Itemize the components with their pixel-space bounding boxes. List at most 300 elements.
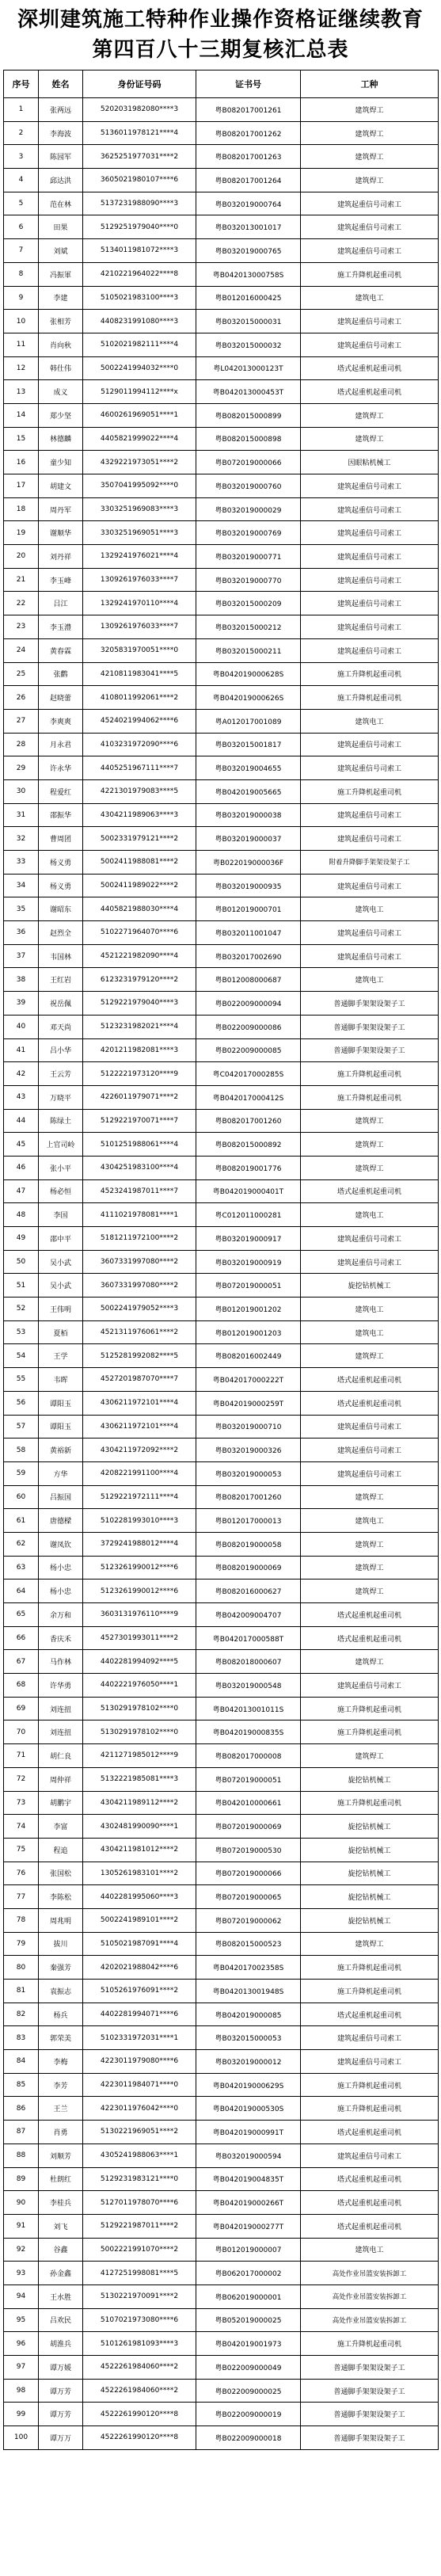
cell-id-number: 4211271985012****9 [83,1744,196,1768]
cell-index: 9 [4,286,39,310]
header-job-type: 工种 [301,70,439,98]
table-row [4,827,439,851]
cell-index: 62 [4,1532,39,1556]
cell-certificate-number: 粤B042019000530S [196,2097,301,2121]
cell-name: 胡仁良 [39,1744,83,1768]
cell-name: 赵晓蕾 [39,686,83,710]
cell-id-number: 4223011976042****0 [83,2097,196,2121]
cell-name: 吴小武 [39,1274,83,1298]
table-row [4,944,439,968]
table-row [4,992,439,1016]
cell-id-number: 4208221991100****4 [83,1461,196,1485]
cell-certificate-number: 粤B012019000701 [196,897,301,921]
cell-job-type: 建筑起重信号司索工 [301,497,439,521]
cell-name: 袁振志 [39,1980,83,2003]
cell-certificate-number: 粤B032013001017 [196,215,301,239]
cell-name: 谭阳玉 [39,1391,83,1415]
cell-certificate-number: 粤B062017000002 [196,2262,301,2285]
cell-id-number: 4304211981012****2 [83,1838,196,1862]
cell-name: 张相芳 [39,310,83,333]
cell-name: 胡鹏宇 [39,1791,83,1815]
cell-index: 96 [4,2332,39,2356]
cell-name: 吕江 [39,592,83,615]
cell-certificate-number: 粤B042017000222T [196,1368,301,1392]
cell-certificate-number: 粤B012017000013 [196,1509,301,1533]
cell-certificate-number: 粤B042019000628S [196,662,301,686]
cell-job-type: 建筑焊工 [301,403,439,427]
cell-index: 61 [4,1509,39,1533]
cell-job-type: 塔式起重机起重司机 [301,1179,439,1203]
cell-index: 64 [4,1580,39,1603]
cell-name: 黄裕新 [39,1439,83,1462]
cell-job-type: 建筑焊工 [301,98,439,122]
title-line-1: 深圳建筑施工特种作业操作资格证继续教育 [17,8,424,32]
cell-name: 张国松 [39,1862,83,1885]
cell-job-type: 建筑焊工 [301,1133,439,1157]
cell-certificate-number: 粤B042019000277T [196,2214,301,2238]
cell-job-type: 建筑起重信号司索工 [301,756,439,780]
cell-certificate-number: 粤B082015000523 [196,1932,301,1956]
table-row [4,1439,439,1462]
cell-certificate-number: 粤B032019000917 [196,1227,301,1251]
cell-job-type: 建筑起重信号司索工 [301,733,439,756]
cell-name: 张鹳 [39,662,83,686]
cell-id-number: 3507041995092****0 [83,474,196,498]
cell-index: 80 [4,1956,39,1980]
table-row [4,2121,439,2144]
cell-index: 34 [4,874,39,897]
cell-job-type: 施工升降机起重司机 [301,2097,439,2121]
cell-certificate-number: 粤B042009004707 [196,1603,301,1627]
cell-certificate-number: 粤B042019000629S [196,2073,301,2097]
table-row [4,803,439,827]
cell-id-number: 5136011978121****4 [83,121,196,145]
cell-id-number: 4304251983100****4 [83,1156,196,1179]
cell-index: 32 [4,827,39,851]
cell-job-type: 建筑焊工 [301,1932,439,1956]
cell-certificate-number: 粤B042017000588T [196,1626,301,1650]
cell-id-number: 3607331997080****2 [83,1250,196,1274]
cell-id-number: 5123261990012****6 [83,1580,196,1603]
cell-index: 8 [4,262,39,286]
table-row [4,1109,439,1133]
cell-job-type: 建筑起重信号司索工 [301,827,439,851]
cell-name: 刘连扭 [39,1721,83,1744]
cell-id-number: 1305261983101****2 [83,1862,196,1885]
cell-id-number: 5130291978102****0 [83,1721,196,1744]
cell-job-type: 建筑焊工 [301,1650,439,1674]
cell-job-type: 塔式起重机起重司机 [301,1391,439,1415]
cell-name: 杨必恒 [39,1179,83,1203]
document-title [0,0,441,70]
cell-index: 50 [4,1250,39,1274]
cell-job-type: 建筑焊工 [301,1109,439,1133]
cell-index: 12 [4,356,39,380]
cell-job-type: 建筑焊工 [301,1156,439,1179]
cell-index: 19 [4,521,39,545]
cell-index: 31 [4,803,39,827]
cell-name: 上官司岭 [39,1133,83,1157]
cell-certificate-number: 粤B052019000025 [196,2308,301,2332]
cell-job-type: 塔式起重机起重司机 [301,2214,439,2238]
cell-certificate-number: 粤B072019000066 [196,451,301,474]
cell-index: 82 [4,2002,39,2026]
table-row [4,1274,439,1298]
cell-index: 3 [4,145,39,169]
table-row [4,403,439,427]
cell-id-number: 1329241976021****4 [83,545,196,569]
cell-name: 谢凤钦 [39,1532,83,1556]
cell-certificate-number: 粤B042019000259T [196,1391,301,1415]
table-row [4,2143,439,2167]
cell-name: 韩仕伟 [39,356,83,380]
header-name: 姓名 [39,70,83,98]
cell-certificate-number: 粤B082019000058 [196,1532,301,1556]
cell-index: 18 [4,497,39,521]
table-row [4,1015,439,1038]
table-row [4,1556,439,1580]
cell-name: 吕欢民 [39,2308,83,2332]
table-row [4,2214,439,2238]
cell-name: 陈绿土 [39,1109,83,1133]
cell-index: 57 [4,1415,39,1439]
cell-name: 邓天尚 [39,1015,83,1038]
cell-job-type: 施工升降机起重司机 [301,1956,439,1980]
cell-name: 秦强芳 [39,1956,83,1980]
cell-id-number: 3625251977031****2 [83,145,196,169]
cell-certificate-number: 粤B032019000771 [196,545,301,569]
cell-certificate-number: 粤B082017000008 [196,1744,301,1768]
cell-name: 李爽爽 [39,709,83,733]
cell-name: 杨义勇 [39,874,83,897]
cell-name: 刘飞 [39,2214,83,2238]
cell-job-type: 建筑起重信号司索工 [301,1674,439,1698]
cell-job-type: 建筑焊工 [301,1580,439,1603]
cell-id-number: 5122221973120****9 [83,1062,196,1086]
cell-id-number: 5002241994032****0 [83,356,196,380]
table-row [4,1509,439,1533]
cell-id-number: 4405251967111****7 [83,756,196,780]
table-row [4,1156,439,1179]
table-row [4,1697,439,1721]
cell-index: 93 [4,2262,39,2285]
cell-id-number: 4302481990090****1 [83,1815,196,1839]
cell-job-type: 施工升降机起重司机 [301,1721,439,1744]
cell-job-type: 建筑电工 [301,1509,439,1533]
cell-index: 83 [4,2026,39,2050]
cell-certificate-number: 粤C012011000281 [196,1203,301,1227]
cell-certificate-number: 粤B042013000758S [196,262,301,286]
table-row [4,1485,439,1509]
table-row [4,851,439,875]
cell-name: 王云芳 [39,1062,83,1086]
cell-certificate-number: 粤B032019000935 [196,874,301,897]
cell-name: 刘斌 [39,239,83,263]
cell-name: 成义 [39,380,83,404]
table-row [4,615,439,639]
cell-name: 肖勇 [39,2121,83,2144]
cell-index: 36 [4,921,39,945]
table-row [4,2167,439,2191]
cell-index: 14 [4,403,39,427]
cell-job-type: 施工升降机起重司机 [301,2073,439,2097]
cell-certificate-number: 粤B032015000053 [196,2026,301,2050]
table-row [4,2262,439,2285]
table-row [4,1791,439,1815]
cell-name: 祝岳佩 [39,992,83,1016]
cell-job-type: 旋挖钻机械工 [301,1767,439,1791]
cell-name: 香庆禾 [39,1626,83,1650]
cell-id-number: 4402221976050****1 [83,1674,196,1698]
table-row [4,239,439,263]
cell-index: 73 [4,1791,39,1815]
table-row [4,1344,439,1368]
table-row [4,568,439,592]
cell-job-type: 施工升降机起重司机 [301,779,439,803]
cell-id-number: 4522261990120****8 [83,2426,196,2450]
cell-name: 杨小忠 [39,1556,83,1580]
cell-certificate-number: 粤B072019000062 [196,1908,301,1932]
table-row [4,2002,439,2026]
cell-index: 63 [4,1556,39,1580]
cell-id-number: 4402281995060****3 [83,1885,196,1909]
cell-job-type: 施工升降机起重司机 [301,1791,439,1815]
table-row [4,2332,439,2356]
cell-name: 程爱红 [39,779,83,803]
cell-certificate-number: 粤B042013001948S [196,1980,301,2003]
cell-certificate-number: 粤B082015000892 [196,1133,301,1157]
cell-name: 胡淮兵 [39,2332,83,2356]
table-row [4,1603,439,1627]
cell-index: 17 [4,474,39,498]
cell-id-number: 4521221982090****4 [83,944,196,968]
table-row [4,2426,439,2450]
cell-id-number: 4405821999022****4 [83,427,196,451]
cell-name: 胡建文 [39,474,83,498]
cell-id-number: 4111021978081****1 [83,1203,196,1227]
table-row [4,1179,439,1203]
cell-name: 许华勇 [39,1674,83,1698]
cell-id-number: 5105021983100****3 [83,286,196,310]
cell-job-type: 建筑起重信号司索工 [301,2143,439,2167]
cell-index: 55 [4,1368,39,1392]
cell-job-type: 施工升降机起重司机 [301,662,439,686]
cell-job-type: 塔式起重机起重司机 [301,1626,439,1650]
cell-name: 杨义勇 [39,851,83,875]
cell-certificate-number: 粤B072019000069 [196,1815,301,1839]
cell-name: 许永华 [39,756,83,780]
cell-index: 81 [4,1980,39,2003]
cell-job-type: 塔式起重机起重司机 [301,1603,439,1627]
cell-job-type: 建筑起重信号司索工 [301,1250,439,1274]
cell-id-number: 5130221969051****2 [83,2121,196,2144]
cell-certificate-number: 粤B012019000007 [196,2238,301,2262]
cell-job-type: 施工升降机起重司机 [301,1697,439,1721]
cell-name: 范在林 [39,192,83,215]
cell-certificate-number: 粤B082016002449 [196,1344,301,1368]
cell-index: 46 [4,1156,39,1179]
cell-name: 郑少坚 [39,403,83,427]
cell-certificate-number: 粤B032019000029 [196,497,301,521]
cell-id-number: 4223011984071****0 [83,2073,196,2097]
cell-certificate-number: 粤B022009000086 [196,1015,301,1038]
cell-job-type: 建筑起重信号司索工 [301,2050,439,2074]
cell-id-number: 3303251969051****3 [83,521,196,545]
cell-id-number: 5127011978070****6 [83,2191,196,2215]
cell-name: 李桂兵 [39,2191,83,2215]
cell-id-number: 5132221985081****3 [83,1767,196,1791]
cell-id-number: 4402281994092****5 [83,1650,196,1674]
table-row [4,121,439,145]
cell-index: 99 [4,2403,39,2426]
table-row [4,874,439,897]
review-table [3,70,439,2450]
cell-index: 30 [4,779,39,803]
cell-index: 11 [4,333,39,356]
cell-id-number: 5129251979040****0 [83,215,196,239]
cell-job-type: 建筑起重信号司索工 [301,1439,439,1462]
cell-job-type: 建筑电工 [301,1203,439,1227]
cell-certificate-number: 粤B032011001047 [196,921,301,945]
cell-job-type: 建筑起重信号司索工 [301,568,439,592]
cell-index: 28 [4,733,39,756]
cell-id-number: 5002411988081****2 [83,851,196,875]
cell-certificate-number: 粤B032015000031 [196,310,301,333]
cell-certificate-number: 粤B032019000764 [196,192,301,215]
cell-index: 79 [4,1932,39,1956]
cell-job-type: 普通脚手架架设架子工 [301,2403,439,2426]
table-row [4,2379,439,2403]
cell-id-number: 5129221970071****7 [83,1109,196,1133]
cell-certificate-number: 粤B032015000032 [196,333,301,356]
cell-id-number: 4103231972090****6 [83,733,196,756]
cell-index: 33 [4,851,39,875]
table-row [4,1721,439,1744]
table-row [4,1085,439,1109]
cell-certificate-number: 粤B032019000053 [196,1461,301,1485]
cell-certificate-number: 粤B032019000038 [196,803,301,827]
cell-index: 20 [4,545,39,569]
cell-job-type: 普通脚手架架设架子工 [301,1015,439,1038]
cell-id-number: 1309261976033****7 [83,568,196,592]
cell-job-type: 塔式起重机起重司机 [301,2167,439,2191]
cell-index: 67 [4,1650,39,1674]
cell-job-type: 施工升降机起重司机 [301,2332,439,2356]
cell-job-type: 旋挖钻机械工 [301,1908,439,1932]
cell-id-number: 4527201987070****7 [83,1368,196,1392]
cell-index: 22 [4,592,39,615]
cell-job-type: 建筑起重信号司索工 [301,474,439,498]
cell-certificate-number: 粤B012019001203 [196,1320,301,1344]
cell-certificate-number: 粤B082017001260 [196,1485,301,1509]
cell-certificate-number: 粤B042019000626S [196,686,301,710]
cell-certificate-number: 粤B082017001260 [196,1109,301,1133]
cell-name: 肖向秋 [39,333,83,356]
cell-name: 杨小忠 [39,1580,83,1603]
cell-id-number: 4108011992061****2 [83,686,196,710]
cell-job-type: 高处作业吊篮安装拆卸工 [301,2308,439,2332]
cell-id-number: 5137231988090****3 [83,192,196,215]
cell-id-number: 3607331997080****2 [83,1274,196,1298]
table-row [4,1815,439,1839]
cell-certificate-number: 粤B082017001263 [196,145,301,169]
cell-id-number: 3603131976110****9 [83,1603,196,1627]
cell-certificate-number: 粤B042019000991T [196,2121,301,2144]
table-row [4,779,439,803]
table-row [4,1862,439,1885]
cell-job-type: 建筑起重信号司索工 [301,192,439,215]
cell-id-number: 3729241988012****4 [83,1532,196,1556]
cell-index: 56 [4,1391,39,1415]
cell-name: 刘顺芳 [39,2143,83,2167]
cell-name: 张两远 [39,98,83,122]
cell-id-number: 5130221970091****2 [83,2284,196,2308]
cell-job-type: 建筑电工 [301,968,439,992]
cell-job-type: 塔式起重机起重司机 [301,380,439,404]
table-row [4,474,439,498]
cell-id-number: 5129221979040****3 [83,992,196,1016]
cell-certificate-number: 粤B082018000607 [196,1650,301,1674]
cell-index: 41 [4,1038,39,1062]
cell-name: 邵振华 [39,803,83,827]
cell-id-number: 6123231979120****2 [83,968,196,992]
cell-certificate-number: 粤B032019000919 [196,1250,301,1274]
table-header-row [4,70,439,98]
cell-name: 李海波 [39,121,83,145]
cell-name: 月永君 [39,733,83,756]
cell-index: 49 [4,1227,39,1251]
cell-index: 7 [4,239,39,263]
cell-index: 23 [4,615,39,639]
cell-job-type: 建筑起重信号司索工 [301,545,439,569]
cell-id-number: 4202021988042****6 [83,1956,196,1980]
cell-certificate-number: 粤B042013000453T [196,380,301,404]
cell-job-type: 旋挖钻机械工 [301,1815,439,1839]
cell-name: 王红岩 [39,968,83,992]
table-row [4,2284,439,2308]
cell-id-number: 5129221987011****2 [83,2214,196,2238]
cell-id-number: 1329241970110****4 [83,592,196,615]
cell-certificate-number: 粤B042019000835S [196,1721,301,1744]
cell-index: 15 [4,427,39,451]
cell-job-type: 建筑焊工 [301,169,439,192]
cell-job-type: 建筑起重信号司索工 [301,1461,439,1485]
cell-index: 4 [4,169,39,192]
table-row [4,2308,439,2332]
cell-id-number: 4522261990120****8 [83,2403,196,2426]
table-row [4,2073,439,2097]
cell-job-type: 普通脚手架架设架子工 [301,2379,439,2403]
cell-name: 张小平 [39,1156,83,1179]
table-row [4,333,439,356]
cell-id-number: 4306211972101****4 [83,1391,196,1415]
cell-index: 90 [4,2191,39,2215]
cell-name: 刘丹祥 [39,545,83,569]
cell-certificate-number: 粤B032015000211 [196,638,301,662]
cell-certificate-number: 粤B022009000019 [196,2403,301,2426]
cell-id-number: 5105021987091****4 [83,1932,196,1956]
cell-index: 54 [4,1344,39,1368]
table-row [4,1767,439,1791]
cell-certificate-number: 粤B012019001202 [196,1298,301,1321]
table-row [4,1674,439,1698]
cell-certificate-number: 粤B032019000548 [196,1674,301,1698]
cell-job-type: 旋挖钻机械工 [301,1838,439,1862]
cell-index: 39 [4,992,39,1016]
table-row [4,2191,439,2215]
cell-certificate-number: 粤B022009000049 [196,2356,301,2380]
cell-id-number: 4523241987011****7 [83,1179,196,1203]
